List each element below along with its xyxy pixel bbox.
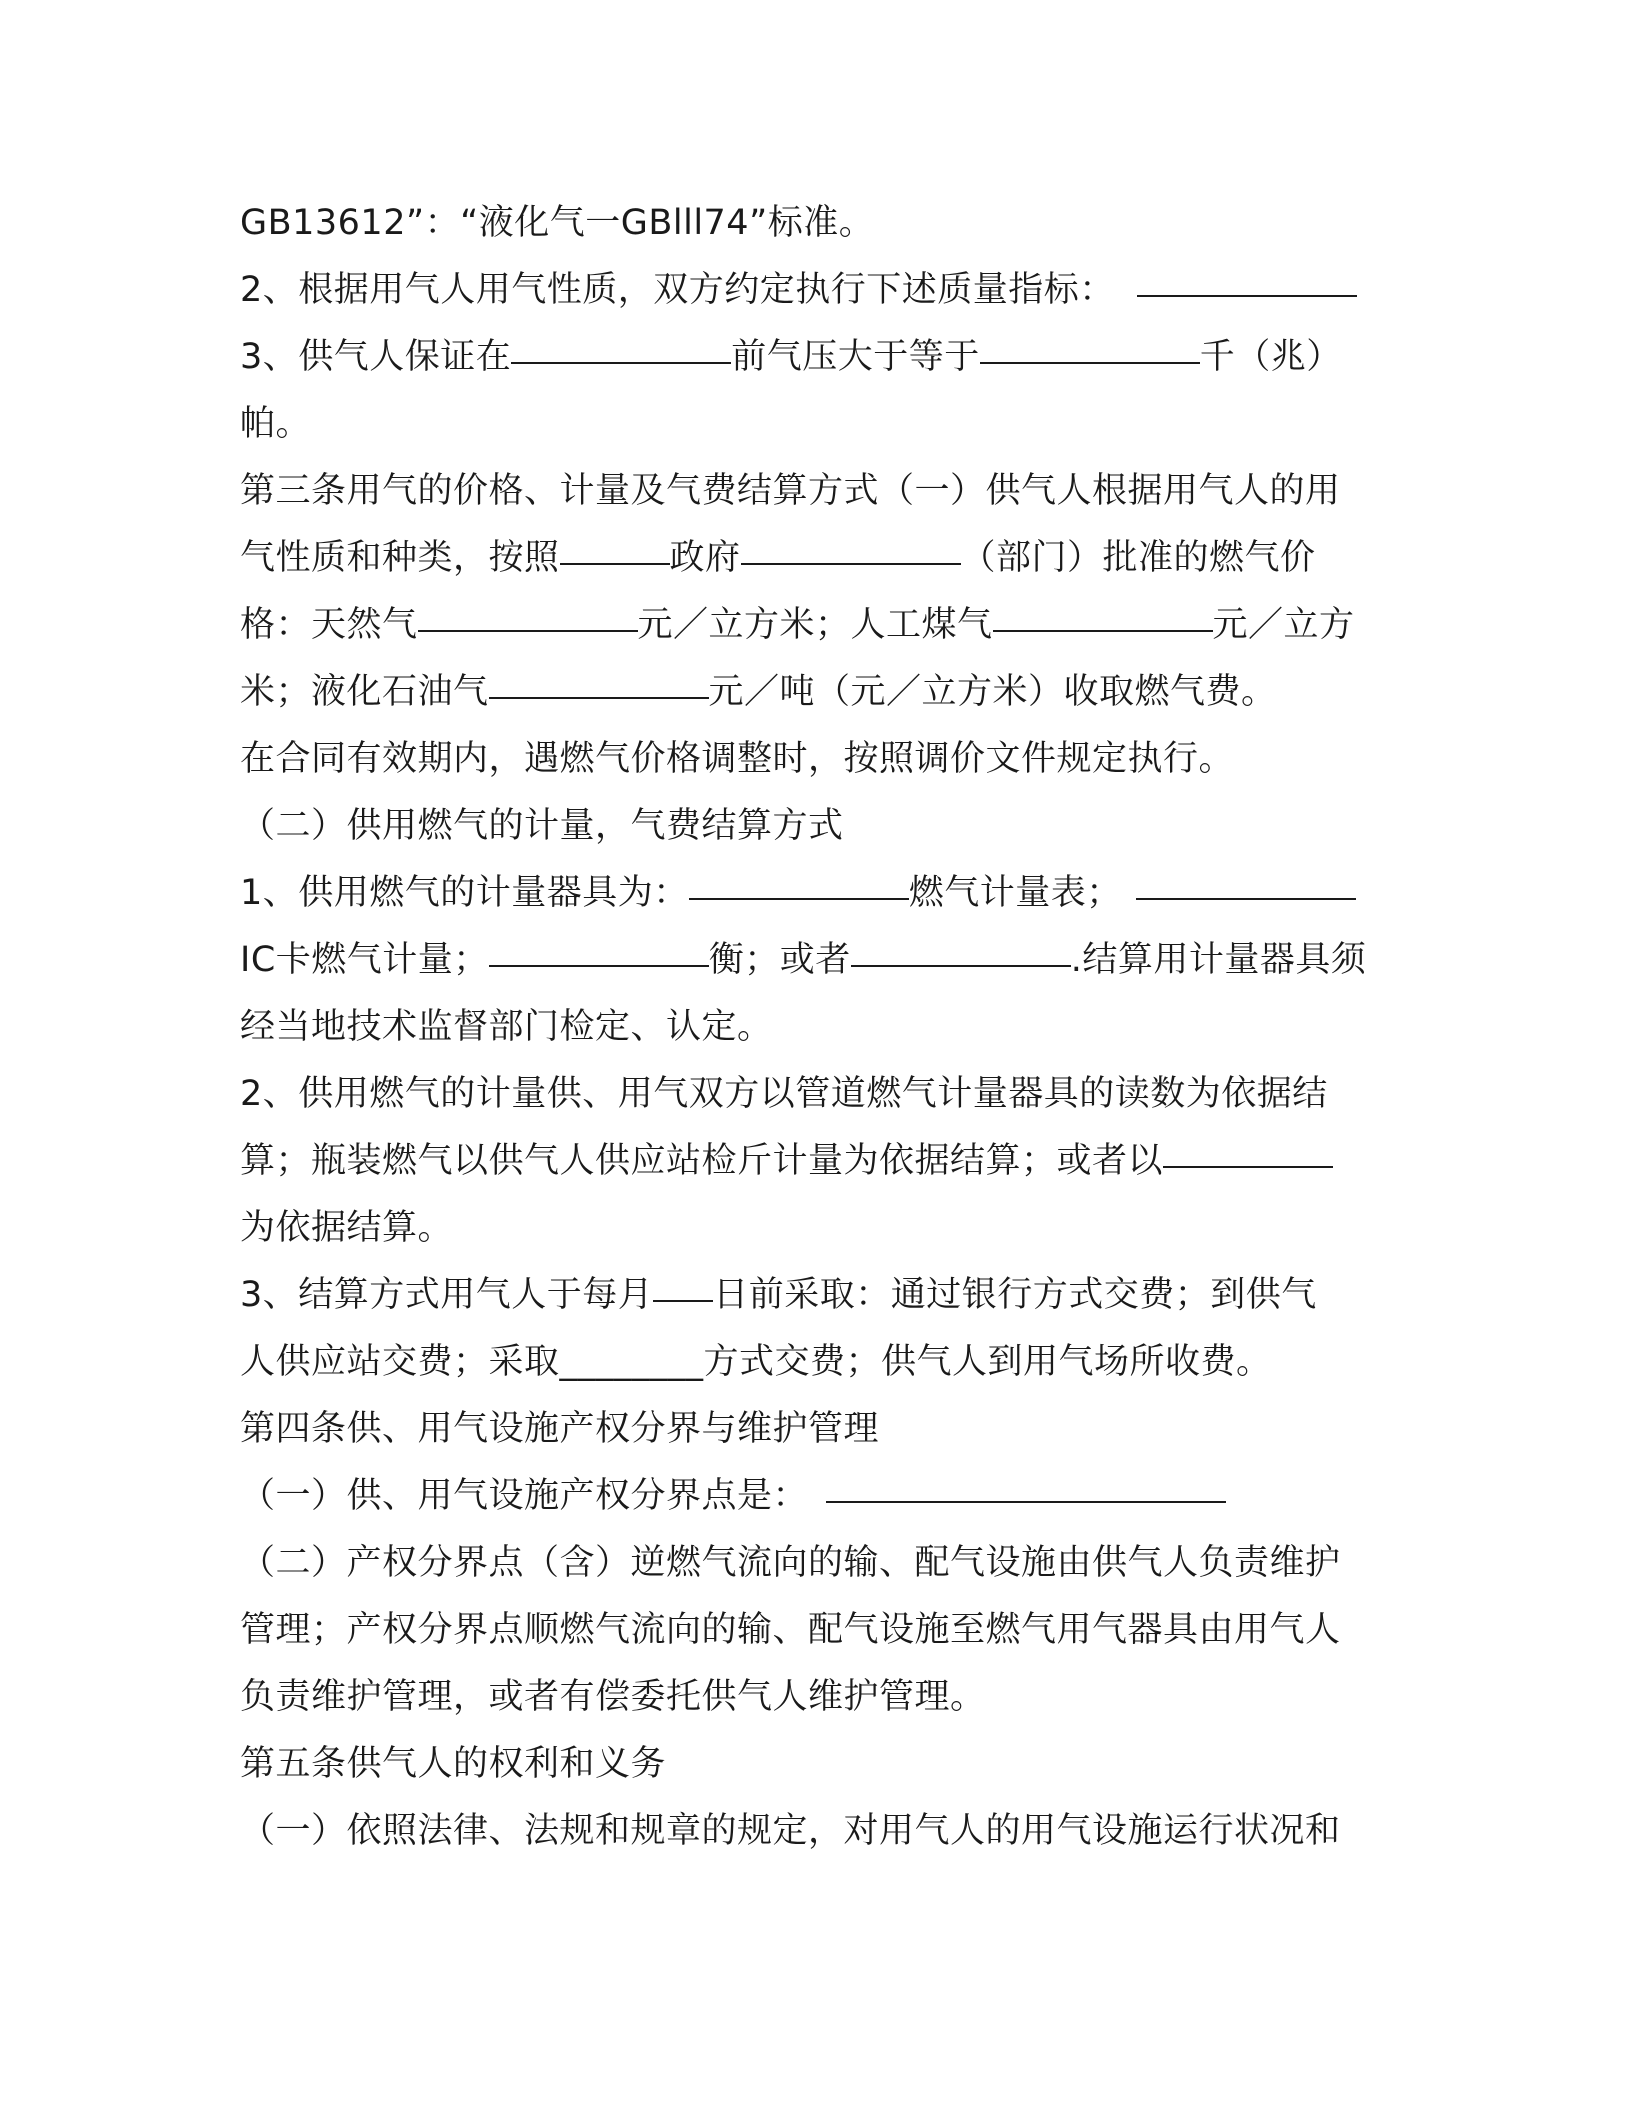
text-segment: 元／立方 (1212, 605, 1355, 645)
text-segment: （一）供、用气设施产权分界点是： (240, 1476, 809, 1516)
text-line (240, 1530, 1380, 1597)
fill-blank[interactable] (489, 964, 709, 967)
text-segment: 第三条用气的价格、计量及气费结算方式（一）供气人根据用气人的用 (240, 471, 1341, 511)
text-segment: 经当地技术监督部门检定、认定。 (240, 1007, 773, 1047)
text-line (240, 1463, 1380, 1530)
text-line (240, 525, 1380, 592)
text-line (240, 1262, 1380, 1329)
text-segment: 算；瓶装燃气以供气人供应站检斤计量为依据结算；或者以 (240, 1141, 1164, 1181)
text-segment: （二）供用燃气的计量，气费结算方式 (240, 806, 844, 846)
text-line (240, 257, 1380, 324)
text-segment: 日前采取：通过银行方式交费；到供气 (713, 1275, 1317, 1315)
text-line (240, 994, 1380, 1061)
text-segment: 千（兆） (1199, 337, 1342, 377)
text-segment: 第四条供、用气设施产权分界与维护管理 (240, 1409, 880, 1449)
fill-blank[interactable] (418, 629, 638, 632)
text-segment: 元／吨（元／立方米）收取燃气费。 (708, 672, 1277, 712)
fill-blank[interactable] (851, 964, 1071, 967)
text-segment: 格：天然气 (240, 605, 418, 645)
text-line (240, 1597, 1380, 1664)
text-segment: 气性质和种类，按照 (240, 538, 560, 578)
fill-blank[interactable] (560, 562, 670, 565)
text-segment: 2、根据用气人用气性质，双方约定执行下述质量指标： (240, 270, 1115, 310)
fill-blank[interactable] (741, 562, 961, 565)
text-line (240, 458, 1380, 525)
text-segment: 第五条供气人的权利和义务 (240, 1744, 667, 1784)
text-segment: GB13612”：“液化气一GBlll74”标准。 (240, 203, 875, 243)
text-segment: 人供应站交费；采取________方式交费；供气人到用气场所收费。 (240, 1342, 1272, 1382)
text-segment: 元／立方米；人工煤气 (637, 605, 993, 645)
text-segment: 2、供用燃气的计量供、用气双方以管道燃气计量器具的读数为依据结 (240, 1074, 1328, 1114)
text-line (240, 1731, 1380, 1798)
text-line (240, 1798, 1380, 1865)
text-segment: IC卡燃气计量； (240, 940, 489, 980)
fill-blank[interactable] (1136, 897, 1356, 900)
text-segment: 燃气计量表； (908, 873, 1122, 913)
text-line (240, 860, 1380, 927)
fill-blank[interactable] (980, 361, 1200, 364)
text-line (240, 391, 1380, 458)
text-segment: 1、供用燃气的计量器具为： (240, 873, 689, 913)
fill-blank[interactable] (489, 696, 709, 699)
fill-blank[interactable] (511, 361, 731, 364)
text-segment: （二）产权分界点（含）逆燃气流向的输、配气设施由供气人负责维护 (240, 1543, 1341, 1583)
document-page (240, 190, 1380, 1865)
text-segment: 衡；或者 (708, 940, 851, 980)
text-segment: .结算用计量器具须 (1070, 940, 1367, 980)
text-segment: 政府 (669, 538, 741, 578)
fill-blank[interactable] (653, 1299, 713, 1302)
text-line (240, 1396, 1380, 1463)
text-line (240, 1195, 1380, 1262)
text-segment: 管理；产权分界点顺燃气流向的输、配气设施至燃气用气器具由用气人 (240, 1610, 1341, 1650)
text-segment: 3、供气人保证在 (240, 337, 512, 377)
fill-blank[interactable] (1137, 294, 1357, 297)
text-segment: 3、结算方式用气人于每月 (240, 1275, 654, 1315)
text-line (240, 1128, 1380, 1195)
text-segment: （一）依照法律、法规和规章的规定，对用气人的用气设施运行状况和 (240, 1811, 1341, 1851)
text-segment: （部门）批准的燃气价 (960, 538, 1316, 578)
text-line (240, 1329, 1380, 1396)
text-line (240, 1061, 1380, 1128)
text-line (240, 726, 1380, 793)
text-line (240, 592, 1380, 659)
fill-blank[interactable] (993, 629, 1213, 632)
text-line (240, 324, 1380, 391)
fill-blank[interactable] (1163, 1165, 1333, 1168)
text-segment: 米；液化石油气 (240, 672, 489, 712)
text-segment: 前气压大于等于 (731, 337, 980, 377)
text-segment: 帕。 (240, 404, 312, 444)
text-segment: 为依据结算。 (240, 1208, 454, 1248)
text-line (240, 1664, 1380, 1731)
fill-blank[interactable] (826, 1500, 1226, 1503)
text-segment: 在合同有效期内，遇燃气价格调整时，按照调价文件规定执行。 (240, 739, 1235, 779)
fill-blank[interactable] (689, 897, 909, 900)
text-segment: 负责维护管理，或者有偿委托供气人维护管理。 (240, 1677, 986, 1717)
text-line (240, 793, 1380, 860)
text-line (240, 659, 1380, 726)
text-line (240, 190, 1380, 257)
text-line (240, 927, 1380, 994)
